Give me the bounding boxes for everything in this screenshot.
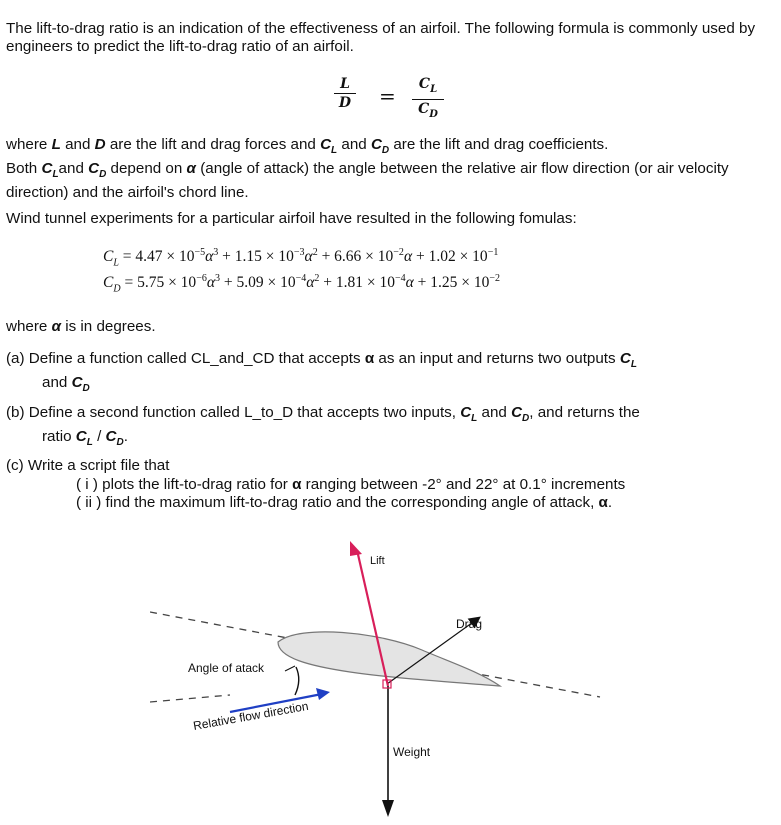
lift-label: Lift	[370, 555, 385, 567]
experiment-sentence: Wind tunnel experiments for a particular airfoil have resulted in the following fomulas:	[6, 210, 577, 227]
degrees-note: where α is in degrees.	[6, 318, 156, 335]
equals-sign: =	[379, 84, 396, 108]
part-c-i: ( i ) plots the lift-to-drag ratio for α ranging between -2° and 22° at 0.1° increments	[76, 476, 626, 493]
airfoil-diagram	[150, 532, 630, 825]
coefficient-fraction	[412, 76, 444, 123]
angle-arc	[295, 667, 299, 695]
definitions-paragraph: where L and D are the lift and drag forces and $C_L$ and $C_D$ are the lift and drag coefficients. Both $C_Land$ $C_D$ depend on α (angle of attack) the angle between the relative air flow direction (or air velocity direction) and the airfoil's chord line.	[6, 136, 729, 202]
airfoil-shape	[278, 632, 500, 686]
part-b: (b) Define a second function called L_to_D that accepts two inputs, $C_L$ and $C_D$, and returns the ratio $C_L / C_D$.	[6, 404, 640, 449]
cl-formula: $C_L = 4.47 \times 10^{-5}\alpha^3 + 1.15 \times 10^{-3}\alpha^2 + 6.66 \times 10^{-2}\alpha + 1.02 \times 10^{-1}$	[103, 247, 499, 269]
angle-pointer	[285, 666, 295, 671]
weight-arrowhead	[382, 800, 394, 817]
part-c-ii: ( ii ) find the maximum lift-to-drag ratio and the corresponding angle of attack, α.	[76, 494, 613, 511]
part-c-heading: (c) Write a script file that	[6, 457, 170, 474]
coefficient-numerator: $C_L$	[418, 76, 438, 95]
lift-drag-fraction	[334, 76, 356, 111]
weight-label: Weight	[393, 745, 431, 759]
fraction-denominator: D	[338, 95, 352, 111]
fraction-numerator: L	[340, 76, 350, 92]
coefficient-denominator: $C_D$	[418, 100, 438, 120]
relative-flow-arrowhead	[316, 688, 330, 700]
lift-arrowhead	[350, 541, 362, 556]
intro-paragraph: The lift-to-drag ratio is an indication of the effectiveness of an airfoil. The following formula is commonly used by engineers to predict the lift-to-drag ratio of an airfoil.	[6, 20, 756, 55]
part-a: (a) Define a function called CL_and_CD that accepts α as an input and returns two outputs $C_L$ and $C_D$	[6, 350, 637, 395]
flow-dashed-line	[150, 695, 230, 702]
drag-label: Drag	[456, 617, 483, 631]
cd-formula: $C_D = 5.75 \times 10^{-6}\alpha^3 + 5.09 \times 10^{-4}\alpha^2 + 1.81 \times 10^{-4}\alpha + 1.25 \times 10^{-2}$	[103, 273, 500, 295]
angle-label: Angle of atack	[188, 661, 265, 675]
flow-label: Relative flow direction	[192, 698, 310, 733]
